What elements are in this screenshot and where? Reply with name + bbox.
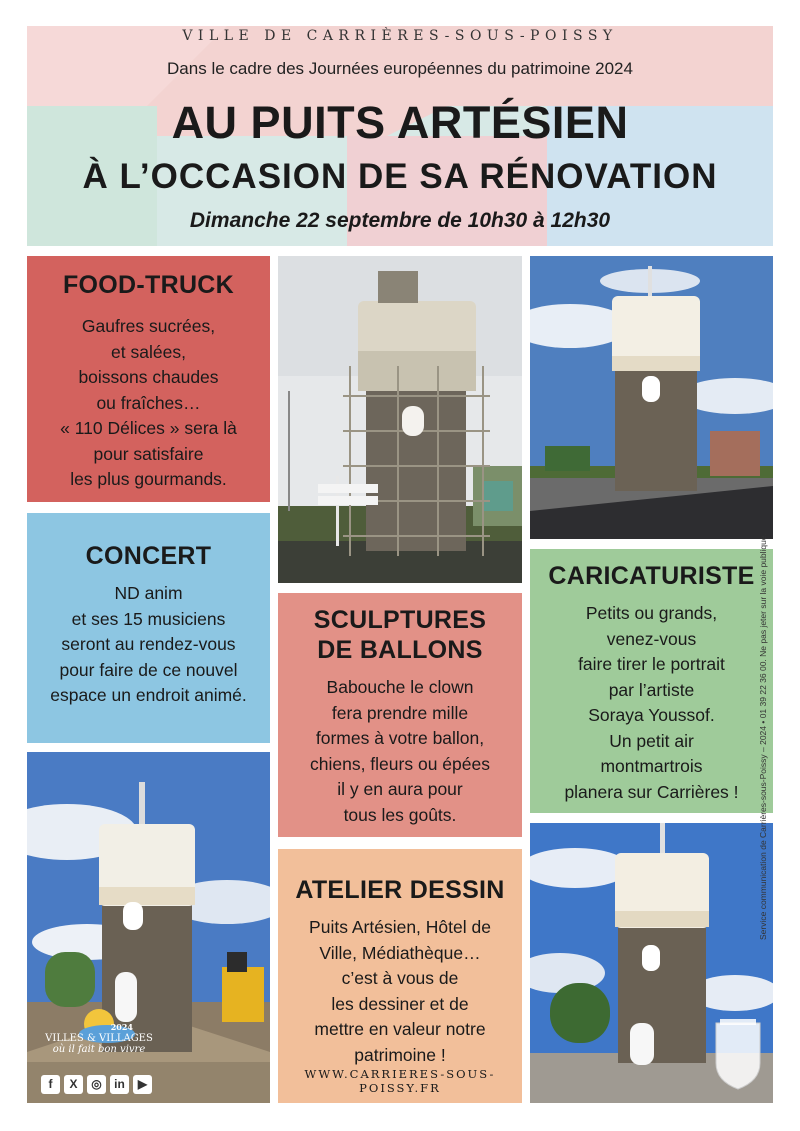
text-line: formes à votre ballon, xyxy=(315,728,485,748)
block-title-line2: DE BALLONS xyxy=(317,636,483,664)
x-icon[interactable]: X xyxy=(64,1075,83,1094)
text-line: par l’artiste xyxy=(608,679,695,700)
text-line: Ville, Médiathèque… xyxy=(319,942,481,963)
text-line: Gaufres sucrées, xyxy=(81,316,216,336)
text-line: ou fraîches… xyxy=(96,392,201,413)
text-line: Babouche le clown xyxy=(326,677,474,697)
text-line: espace un endroit animé. xyxy=(50,685,247,705)
balloon-sculpture-block xyxy=(278,593,522,837)
label-tagline: où il fait bon vivre xyxy=(52,1044,146,1055)
block-title: FOOD-TRUCK xyxy=(62,271,235,299)
text-line: il y en aura pour xyxy=(337,779,463,799)
city-name: VILLE DE CARRIÈRES-SOUS-POISSY xyxy=(182,28,618,44)
text-line: montmartrois xyxy=(600,756,703,776)
text-line: ND anim xyxy=(114,583,183,603)
water-tower-scaffolding-photo xyxy=(278,256,522,583)
drawing-workshop-block xyxy=(278,849,522,1103)
block-title: ATELIER DESSIN xyxy=(295,876,505,904)
social-links xyxy=(41,1075,152,1094)
text-line: seront au rendez-vous xyxy=(61,634,236,654)
block-title: CONCERT xyxy=(85,542,212,570)
poster-subtitle: À L’OCCASION DE SA RÉNOVATION xyxy=(82,157,718,196)
block-text xyxy=(27,581,270,709)
instagram-icon[interactable]: ◎ xyxy=(87,1075,106,1094)
villes-villages-label xyxy=(39,1022,159,1055)
block-text xyxy=(530,601,773,805)
tower-construction-photo xyxy=(27,752,270,1103)
text-line: faire tirer le portrait xyxy=(578,654,725,674)
text-line: boissons chaudes xyxy=(78,367,219,387)
text-line: venez-vous xyxy=(606,628,697,649)
facebook-icon[interactable]: f xyxy=(41,1075,60,1094)
text-line: et salées, xyxy=(111,341,186,362)
block-title: SCULPTURES xyxy=(313,606,487,634)
text-line: Petits ou grands, xyxy=(585,603,718,623)
text-line: et ses 15 musiciens xyxy=(71,608,226,629)
label-name: VILLES & VILLAGES xyxy=(45,1033,153,1044)
text-line: Soraya Youssof. xyxy=(588,705,715,725)
event-datetime: Dimanche 22 septembre de 10h30 à 12h30 xyxy=(189,209,611,232)
text-line: les plus gourmands. xyxy=(70,469,227,489)
block-text xyxy=(27,314,270,493)
block-title: CARICATURISTE xyxy=(548,562,755,590)
label-year: 2024 xyxy=(110,1022,133,1032)
tower-plaza-photo xyxy=(530,823,773,1103)
text-line: planera sur Carrières ! xyxy=(564,781,739,802)
text-line: patrimoine ! xyxy=(354,1044,446,1065)
text-line: tous les goûts. xyxy=(343,804,457,825)
linkedin-icon[interactable]: in xyxy=(110,1075,129,1094)
text-line: pour faire de ce nouvel xyxy=(59,659,238,680)
text-line: c’est à vous de xyxy=(341,968,459,988)
text-line: « 110 Délices » sera là xyxy=(60,418,237,438)
text-line: mettre en valeur notre xyxy=(314,1019,486,1039)
concert-block xyxy=(27,513,270,743)
renovated-tower-photo xyxy=(530,256,773,539)
caricaturist-block xyxy=(530,549,773,813)
poster-header xyxy=(27,26,773,246)
youtube-icon[interactable]: ▶ xyxy=(133,1075,152,1094)
poster-title: AU PUITS ARTÉSIEN xyxy=(171,97,629,148)
text-line: chiens, fleurs ou épées xyxy=(310,753,490,774)
website-link[interactable]: WWW.CARRIERES-SOUS-POISSY.FR xyxy=(304,1067,496,1095)
text-line: fera prendre mille xyxy=(331,702,469,723)
event-context: Dans le cadre des Journées européennes du patrimoine 2024 xyxy=(167,59,633,78)
text-line: Un petit air xyxy=(609,730,694,751)
text-line: Puits Artésien, Hôtel de xyxy=(309,917,491,937)
text-line: les dessiner et de xyxy=(331,993,469,1014)
print-credit: Service communication de Carrières-sous-Poissy – 2024 • 01 39 22 36 00. Ne pas jeter sur la voie publique. xyxy=(758,533,768,940)
block-text xyxy=(278,675,522,828)
food-truck-block xyxy=(27,256,270,502)
block-text xyxy=(278,915,522,1068)
text-line: pour satisfaire xyxy=(93,443,204,464)
